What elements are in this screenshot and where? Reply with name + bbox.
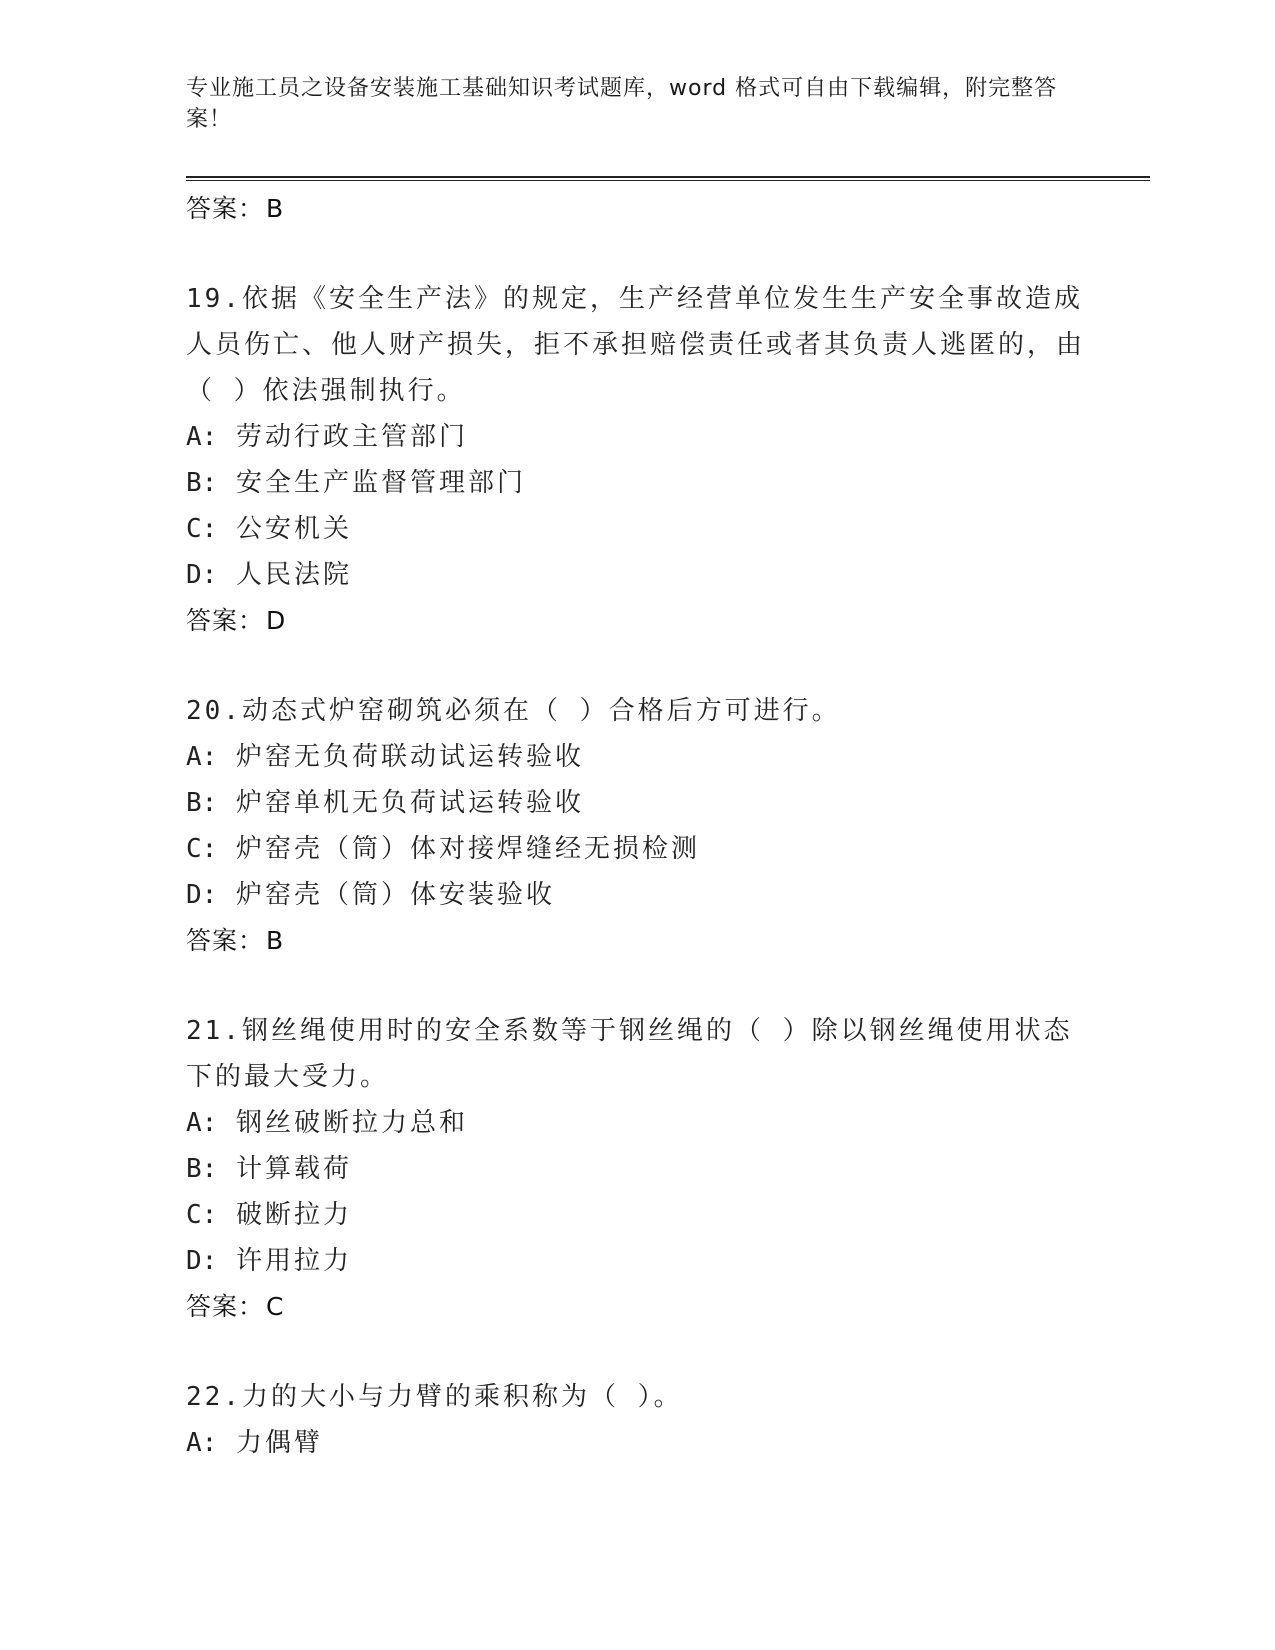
option-letter: C: xyxy=(186,834,218,864)
option-text: 破断拉力 xyxy=(235,1200,352,1230)
question-item xyxy=(186,1008,1086,1330)
option-text: 力偶臂 xyxy=(235,1428,323,1458)
answer-value: C xyxy=(266,1292,285,1321)
question-text: 20.动态式炉窑砌筑必须在（ ）合格后方可进行。 xyxy=(186,696,841,726)
option-d xyxy=(186,552,1086,598)
option-letter: B: xyxy=(186,1154,218,1184)
option-a xyxy=(186,734,1086,780)
option-a xyxy=(186,1100,1086,1146)
option-letter: A: xyxy=(186,422,218,452)
option-letter: C: xyxy=(186,1200,218,1230)
option-d xyxy=(186,1238,1086,1284)
option-d xyxy=(186,872,1086,918)
answer-line xyxy=(186,918,1086,964)
option-text: 炉窑壳（筒）体安装验收 xyxy=(235,880,555,910)
answer-label: 答案： xyxy=(186,606,265,635)
option-b xyxy=(186,460,1086,506)
option-text: 计算载荷 xyxy=(235,1154,352,1184)
option-b xyxy=(186,1146,1086,1192)
option-c xyxy=(186,826,1086,872)
answer-label: 答案： xyxy=(186,926,265,955)
option-text: 炉窑单机无负荷试运转验收 xyxy=(235,788,584,818)
answer-value: B xyxy=(266,926,285,955)
answer-line xyxy=(186,598,1086,644)
option-text: 炉窑无负荷联动试运转验收 xyxy=(235,742,584,772)
option-letter: D: xyxy=(186,1246,218,1276)
answer-line xyxy=(186,1284,1086,1330)
option-text: 人民法院 xyxy=(235,560,352,590)
option-letter: D: xyxy=(186,560,218,590)
option-text: 钢丝破断拉力总和 xyxy=(235,1108,468,1138)
question-text: 19.依据《安全生产法》的规定，生产经营单位发生生产安全事故造成人员伤亡、他人财产损失，拒不承担赔偿责任或者其负责人逃匿的，由（ ）依法强制执行。 xyxy=(186,284,1086,406)
answer-label: 答案： xyxy=(186,1292,265,1321)
option-text: 公安机关 xyxy=(235,514,352,544)
answer-value: D xyxy=(266,606,287,635)
option-c xyxy=(186,1192,1086,1238)
answer-label: 答案： xyxy=(186,194,265,223)
question-item xyxy=(186,688,1086,964)
option-text: 安全生产监督管理部门 xyxy=(235,468,526,498)
answer-line xyxy=(186,186,1086,232)
option-c xyxy=(186,506,1086,552)
question-text: 22.力的大小与力臂的乘积称为（ ）。 xyxy=(186,1382,683,1412)
header-note: 专业施工员之设备安装施工基础知识考试题库，word 格式可自由下载编辑，附完整答案！ xyxy=(186,76,1058,132)
option-a xyxy=(186,1420,1086,1466)
option-a xyxy=(186,414,1086,460)
option-letter: D: xyxy=(186,880,218,910)
option-letter: A: xyxy=(186,1108,218,1138)
question-list xyxy=(186,186,1086,1466)
option-letter: C: xyxy=(186,514,218,544)
answer-value: B xyxy=(266,194,285,223)
option-letter: B: xyxy=(186,468,218,498)
question-item xyxy=(186,276,1086,644)
question-item xyxy=(186,1374,1086,1466)
option-letter: A: xyxy=(186,742,218,772)
question-text: 21.钢丝绳使用时的安全系数等于钢丝绳的（ ）除以钢丝绳使用状态下的最大受力。 xyxy=(186,1016,1073,1092)
option-text: 许用拉力 xyxy=(235,1246,352,1276)
option-text: 炉窑壳（筒）体对接焊缝经无损检测 xyxy=(235,834,700,864)
option-letter: A: xyxy=(186,1428,218,1458)
option-b xyxy=(186,780,1086,826)
option-text: 劳动行政主管部门 xyxy=(235,422,468,452)
option-letter: B: xyxy=(186,788,218,818)
header-divider xyxy=(186,176,1150,181)
